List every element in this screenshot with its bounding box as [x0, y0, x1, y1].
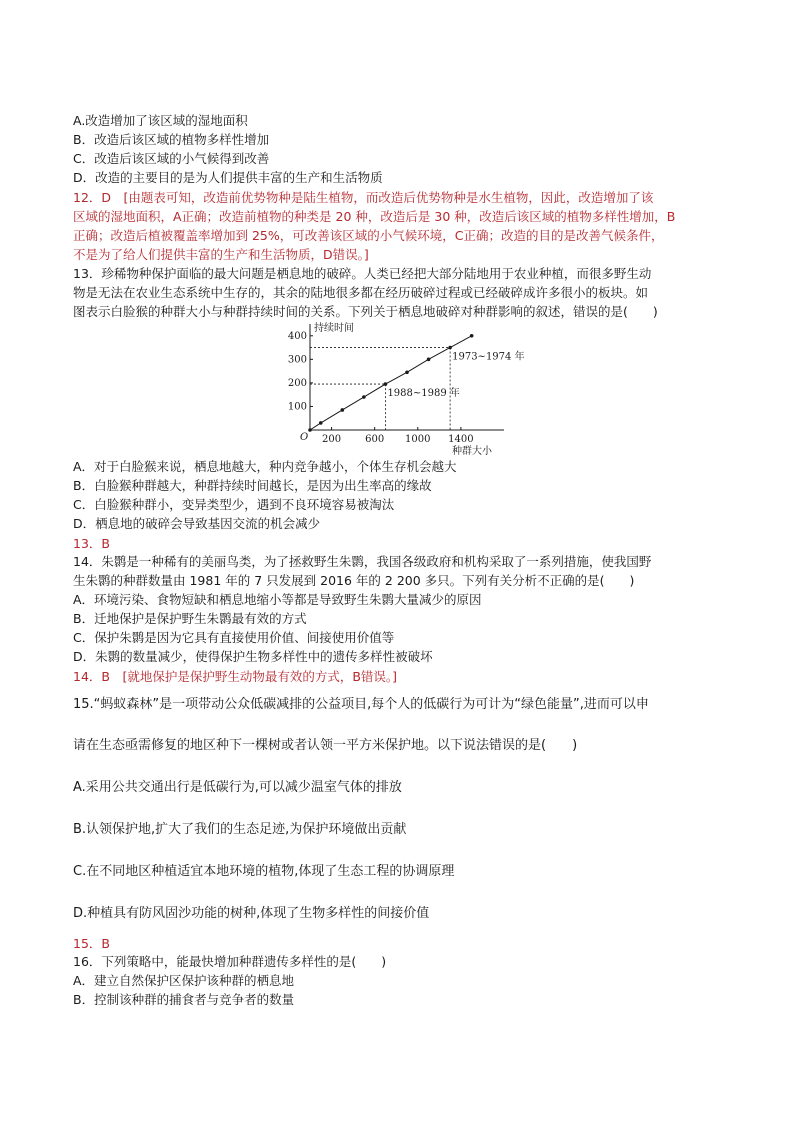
question-line: 13．珍稀物种保护面临的最大问题是栖息地的破碎。人类已经把大部分陆地用于农业种植，而很多野生动	[73, 266, 652, 281]
x-tick-label: 1000	[405, 434, 431, 445]
option-line: C．保护朱鹮是因为它具有直接使用价值、间接使用价值等	[73, 630, 395, 645]
y-tick-label: 400	[287, 330, 307, 342]
annotation-label: 1973~1974 年	[452, 351, 525, 363]
option-line: B．控制该种群的捕食者与竞争者的数量	[73, 992, 295, 1007]
text-line: A.改造增加了该区域的湿地面积	[73, 113, 248, 128]
option-line: A．对于白脸猴来说，栖息地越大，种内竞争越小，个体生存机会越大	[73, 459, 457, 474]
option-line: D．栖息地的破碎会导致基因交流的机会减少	[73, 516, 321, 531]
data-point	[362, 395, 366, 399]
data-point	[384, 382, 388, 386]
series-line	[310, 336, 472, 430]
option-line: A．建立自然保护区保护该种群的栖息地	[73, 973, 295, 988]
option-line: B．白脸猴种群越大，种群持续时间越长，是因为出生率高的缘故	[73, 478, 432, 493]
answer-line: 15．B	[73, 936, 110, 951]
question-line: 物是无法在农业生态系统中生存的，其余的陆地很多都在经历破碎过程或已经破碎成许多很小的板块。如	[73, 285, 649, 300]
option-line: C．白脸猴种群小，变异类型少，遇到不良环境容易被淘汰	[73, 497, 395, 512]
question-line: 生朱鹮的种群数量由 1981 年的 7 只发展到 2016 年的 2 200 多只。下列有关分析不正确的是( )	[73, 573, 635, 588]
y-tick-label: 100	[287, 401, 307, 413]
option-line: B．迁地保护是保护野生朱鹮最有效的方式	[73, 611, 307, 626]
x-tick-label: 600	[365, 434, 385, 445]
answer-line: 13．B	[73, 536, 110, 551]
answer-line: 区域的湿地面积，A正确；改造前植物的种类是 20 种，改造后是 30 种，改造后该区域的植物多样性增加，B	[73, 209, 676, 224]
x-tick-label: 200	[322, 434, 342, 445]
x-tick-label: 1400	[448, 434, 474, 445]
data-point	[470, 334, 474, 338]
option-line: C.在不同地区种植适宜本地环境的植物,体现了生态工程的协调原理	[73, 864, 455, 879]
data-point	[341, 408, 345, 412]
text-line: B．改造后该区域的植物多样性增加	[73, 132, 270, 147]
y-tick-label: 300	[287, 354, 307, 366]
answer-line: 正确；改造后植被覆盖率增加到 25%，可改善该区域的小气候环境，C正确；改造的目的是改善气候条件，	[73, 228, 664, 243]
data-point	[427, 358, 431, 362]
answer-line: 不是为了给人们提供丰富的生产和生活物质，D错误。]	[73, 247, 369, 262]
population-duration-chart	[282, 320, 525, 460]
question-line: 图表示白脸猴的种群大小与种群持续时间的关系。下列关于栖息地破碎对种群影响的叙述，错误的是( )	[73, 304, 658, 319]
answer-line: 14．B [就地保护是保护野生动物最有效的方式，B错误。]	[73, 669, 398, 684]
origin-label: O	[300, 432, 309, 443]
option-line: D.种植具有防风固沙功能的树种,体现了生物多样性的间接价值	[73, 906, 430, 921]
data-point	[405, 370, 409, 374]
option-line: D．朱鹮的数量减少，使得保护生物多样性中的遗传多样性被破坏	[73, 649, 433, 664]
question-line: 15.“蚂蚁森林”是一项带动公众低碳减排的公益项目,每个人的低碳行为可计为“绿色能量”,进而可以申	[73, 697, 649, 712]
option-line: B.认领保护地,扩大了我们的生态足迹,为保护环境做出贡献	[73, 822, 407, 837]
option-line: A．环境污染、食物短缺和栖息地缩小等都是导致野生朱鹮大量减少的原因	[73, 592, 482, 607]
data-point	[319, 421, 323, 425]
text-line: C．改造后该区域的小气候得到改善	[73, 151, 270, 166]
data-point	[308, 428, 312, 432]
x-axis-label: 种群大小	[452, 446, 492, 457]
option-line: A.采用公共交通出行是低碳行为,可以减少温室气体的排放	[73, 780, 402, 795]
question-line: 14．朱鹮是一种稀有的美丽鸟类，为了拯救野生朱鹮，我国各级政府和机构采取了一系列措施，使我国野	[73, 554, 652, 569]
text-line: D．改造的主要目的是为人们提供丰富的生产和生活物质	[73, 170, 383, 185]
data-point	[448, 346, 452, 350]
annotation-label: 1988~1989 年	[387, 388, 460, 400]
answer-line: 12．D [由题表可知，改造前优势物种是陆生植物，而改造后优势物种是水生植物，因此，改造增加了该	[73, 190, 654, 205]
y-axis-label: 持续时间	[314, 323, 354, 334]
y-tick-label: 200	[287, 377, 307, 389]
question-line: 请在生态亟需修复的地区种下一棵树或者认领一平方米保护地。以下说法错误的是( )	[73, 738, 578, 753]
question-line: 16．下列策略中，能最快增加种群遗传多样性的是( )	[73, 954, 387, 969]
